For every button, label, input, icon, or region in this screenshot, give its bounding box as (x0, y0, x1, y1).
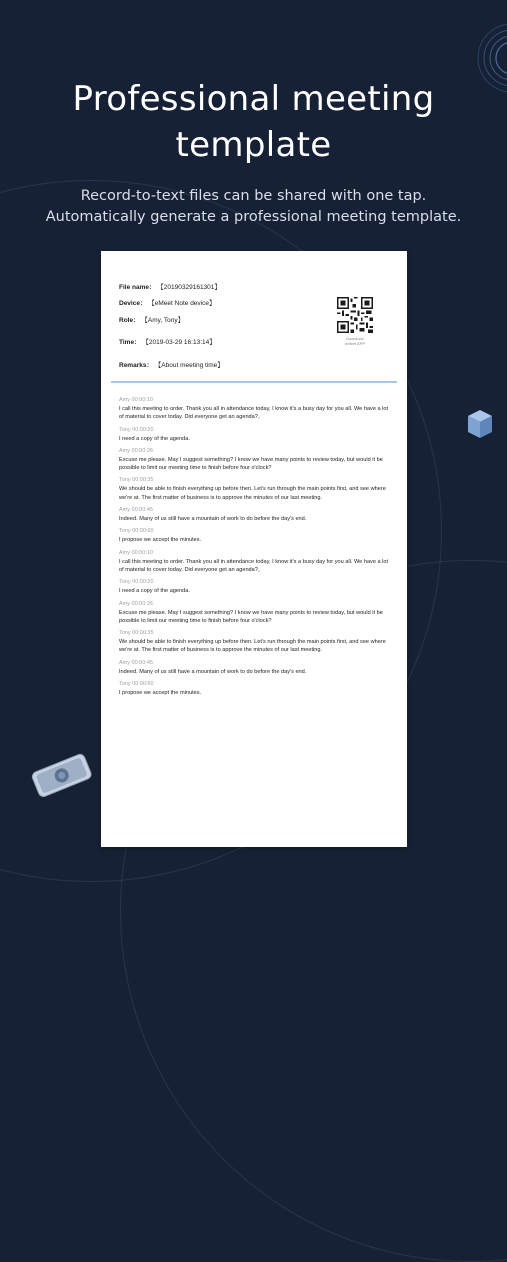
remarks-label: Remarks： (119, 362, 153, 369)
role-label: Role： (119, 317, 140, 324)
speaker-timestamp: Tony 00:00:20 (119, 579, 154, 586)
hero-title-line: template (175, 125, 332, 165)
transcript-text: Excuse me please. May I suggest something? I know we have many points to review today, but would it be possible to limit our meeting time to finish before four o'clock? (119, 609, 383, 624)
remarks-row (119, 360, 224, 369)
transcript-entry (119, 527, 393, 544)
transcript-entry (119, 629, 393, 655)
file-name-value: 【20190329161301】 (157, 284, 221, 291)
role-value: 【Amy, Tony】 (141, 317, 185, 324)
speaker-timestamp: Amy 00:00:10 (119, 397, 153, 403)
transcript-text: I propose we accept the minutes. (119, 537, 202, 544)
transcript-text: I need a copy of the agenda. (119, 435, 190, 442)
speaker-timestamp: Tony 00:00:20 (119, 426, 154, 433)
hero-title-line: Professional meeting (72, 79, 435, 119)
transcript-text: We should be able to finish everything up before then. Let's run through the main points first, and see where we're at. The first matter of business is to approve the minutes of our last meeting. (119, 486, 386, 501)
qr-code-icon (337, 297, 373, 333)
speaker-timestamp: Amy 00:00:26 (119, 447, 153, 454)
device-value: 【eMeet Note device】 (148, 300, 216, 307)
transcript-text: I call this meeting to order. Thank you all in attendance today, I know it's a busy day for you all. We have a lot of material to cover today. Did everyone get an agenda?。 (119, 406, 389, 421)
transcript-entry (119, 600, 393, 626)
cube-icon (466, 408, 494, 440)
hero-subtitle-line: Automatically generate a professional meeting template. (45, 209, 462, 225)
time-value: 【2019-03-29 16:13:14】 (142, 339, 216, 346)
transcript-text: Indeed. Many of us still have a mountain of work to do before the day's end. (119, 668, 307, 675)
transcript-text: I need a copy of the agenda. (119, 588, 190, 595)
speaker-timestamp: Amy 00:00:10 (119, 549, 153, 556)
transcript-entry (119, 506, 393, 523)
transcript-entry (119, 476, 393, 502)
transcript-entry (119, 659, 393, 676)
transcript-text: Excuse me please. May I suggest something? I know we have many points to review today, but would it be possible to limit our meeting time to finish before four o'clock? (119, 456, 383, 472)
transcript-text: I propose we accept the minutes. (119, 690, 202, 697)
speaker-timestamp: Amy 00:00:26 (119, 600, 153, 607)
remarks-value: 【About meeting time】 (154, 362, 224, 369)
transcript (119, 396, 393, 701)
transcript-entry (119, 447, 393, 473)
transcript-entry (119, 578, 393, 595)
hero-subtitle-line: Record-to-text files can be shared with one tap. (80, 188, 427, 204)
time-row (119, 337, 216, 346)
transcript-entry (119, 396, 393, 422)
transcript-text: We should be able to finish everything up before then. Let's run through the main points first, and see where we're at. The first matter of business is to approve the minutes of our last meeting. (119, 639, 386, 654)
speaker-timestamp: Amy 00:00:45 (119, 507, 153, 514)
file-name-row (119, 282, 221, 291)
speaker-timestamp: Tony 00:00:60 (119, 681, 154, 688)
qr-caption-line: eMeet APP (344, 341, 365, 346)
transcript-text: I call this meeting to order. Thank you all in attendance today, I know it's a busy day for you all. We have a lot of material to cover today. Did everyone get an agenda?。 (119, 558, 389, 573)
header-separator (111, 381, 397, 383)
file-name-label: File name： (119, 284, 156, 291)
qr-caption (333, 336, 377, 346)
hero-title (0, 76, 507, 168)
qr-caption-line: Download (346, 336, 364, 341)
meeting-document (101, 251, 407, 847)
time-label: Time： (119, 339, 141, 346)
hero-subtitle (0, 186, 507, 228)
transcript-entry (119, 549, 393, 575)
speaker-timestamp: Tony 00:00:35 (119, 477, 154, 484)
device-row (119, 298, 215, 307)
transcript-text: Indeed. Many of us still have a mountain of work to do before the day's end. (119, 516, 307, 523)
role-row (119, 315, 184, 324)
transcript-entry (119, 680, 393, 697)
speaker-timestamp: Amy 00:00:45 (119, 659, 153, 666)
device-label: Device： (119, 300, 147, 307)
transcript-entry (119, 426, 393, 443)
meeting-device-icon (28, 752, 98, 800)
speaker-timestamp: Tony 00:00:35 (119, 630, 154, 637)
speaker-timestamp: Tony 00:00:60 (119, 528, 154, 535)
